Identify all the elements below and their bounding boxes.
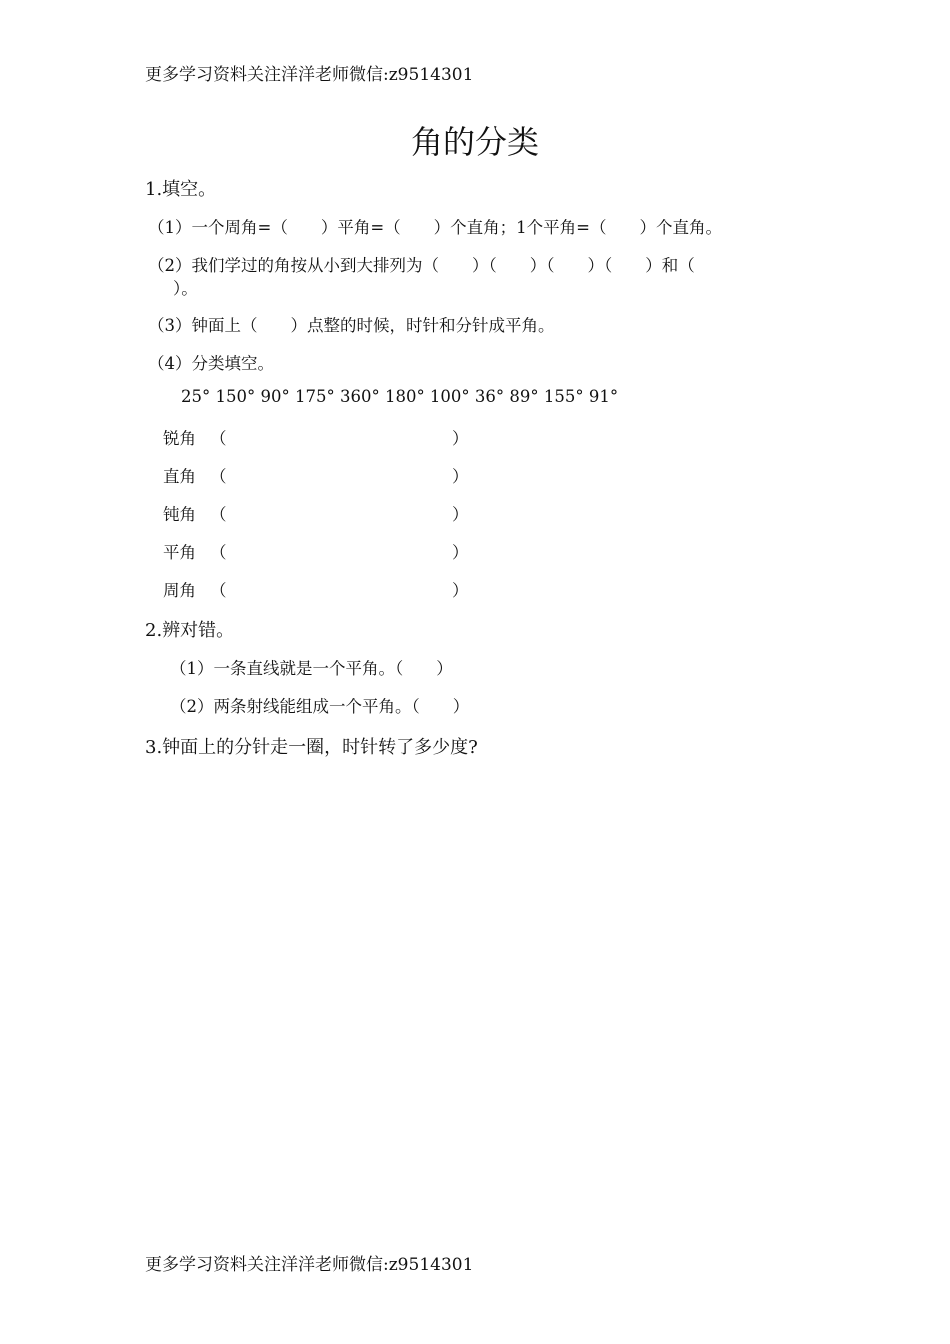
category-close-paren: ） [452,467,469,486]
category-close-paren: ） [452,543,469,562]
question-1-2-line2: ）。 [173,279,198,298]
category-open-paren: （ [210,429,227,448]
category-label: 直角 [163,467,196,486]
page-title: 角的分类 [410,123,539,161]
question-1-4: （4）分类填空。 [148,354,274,373]
section-3-heading: 3.钟面上的分针走一圈，时针转了多少度? [145,737,478,758]
category-close-paren: ） [452,429,469,448]
category-label: 周角 [163,581,196,600]
question-1-1: （1）一个周角=（ ）平角=（ ）个直角；1个平角=（ ）个直角。 [148,218,722,237]
question-2-2: （2）两条射线能组成一个平角。（ ） [170,697,470,716]
question-2-1: （1）一条直线就是一个平角。（ ） [170,659,453,678]
page-footer: 更多学习资料关注洋洋老师微信:z9514301 [145,1255,474,1275]
category-open-paren: （ [210,467,227,486]
category-open-paren: （ [210,505,227,524]
category-close-paren: ） [452,505,469,524]
category-close-paren: ） [452,581,469,600]
category-open-paren: （ [210,543,227,562]
category-label: 钝角 [163,505,196,524]
section-1-heading: 1.填空。 [145,179,217,200]
question-1-3: （3）钟面上（ ）点整的时候，时针和分针成平角。 [148,316,555,335]
category-label: 平角 [163,543,196,562]
question-1-2-line1: （2）我们学过的角按从小到大排列为（ ）（ ）（ ）（ ）和（ [148,256,695,275]
angle-list: 25° 150° 90° 175° 360° 180° 100° 36° 89° 155° 91° [181,387,619,406]
page-header: 更多学习资料关注洋洋老师微信:z9514301 [145,65,474,85]
section-2-heading: 2.辨对错。 [145,620,235,641]
category-open-paren: （ [210,581,227,600]
category-label: 锐角 [163,429,196,448]
